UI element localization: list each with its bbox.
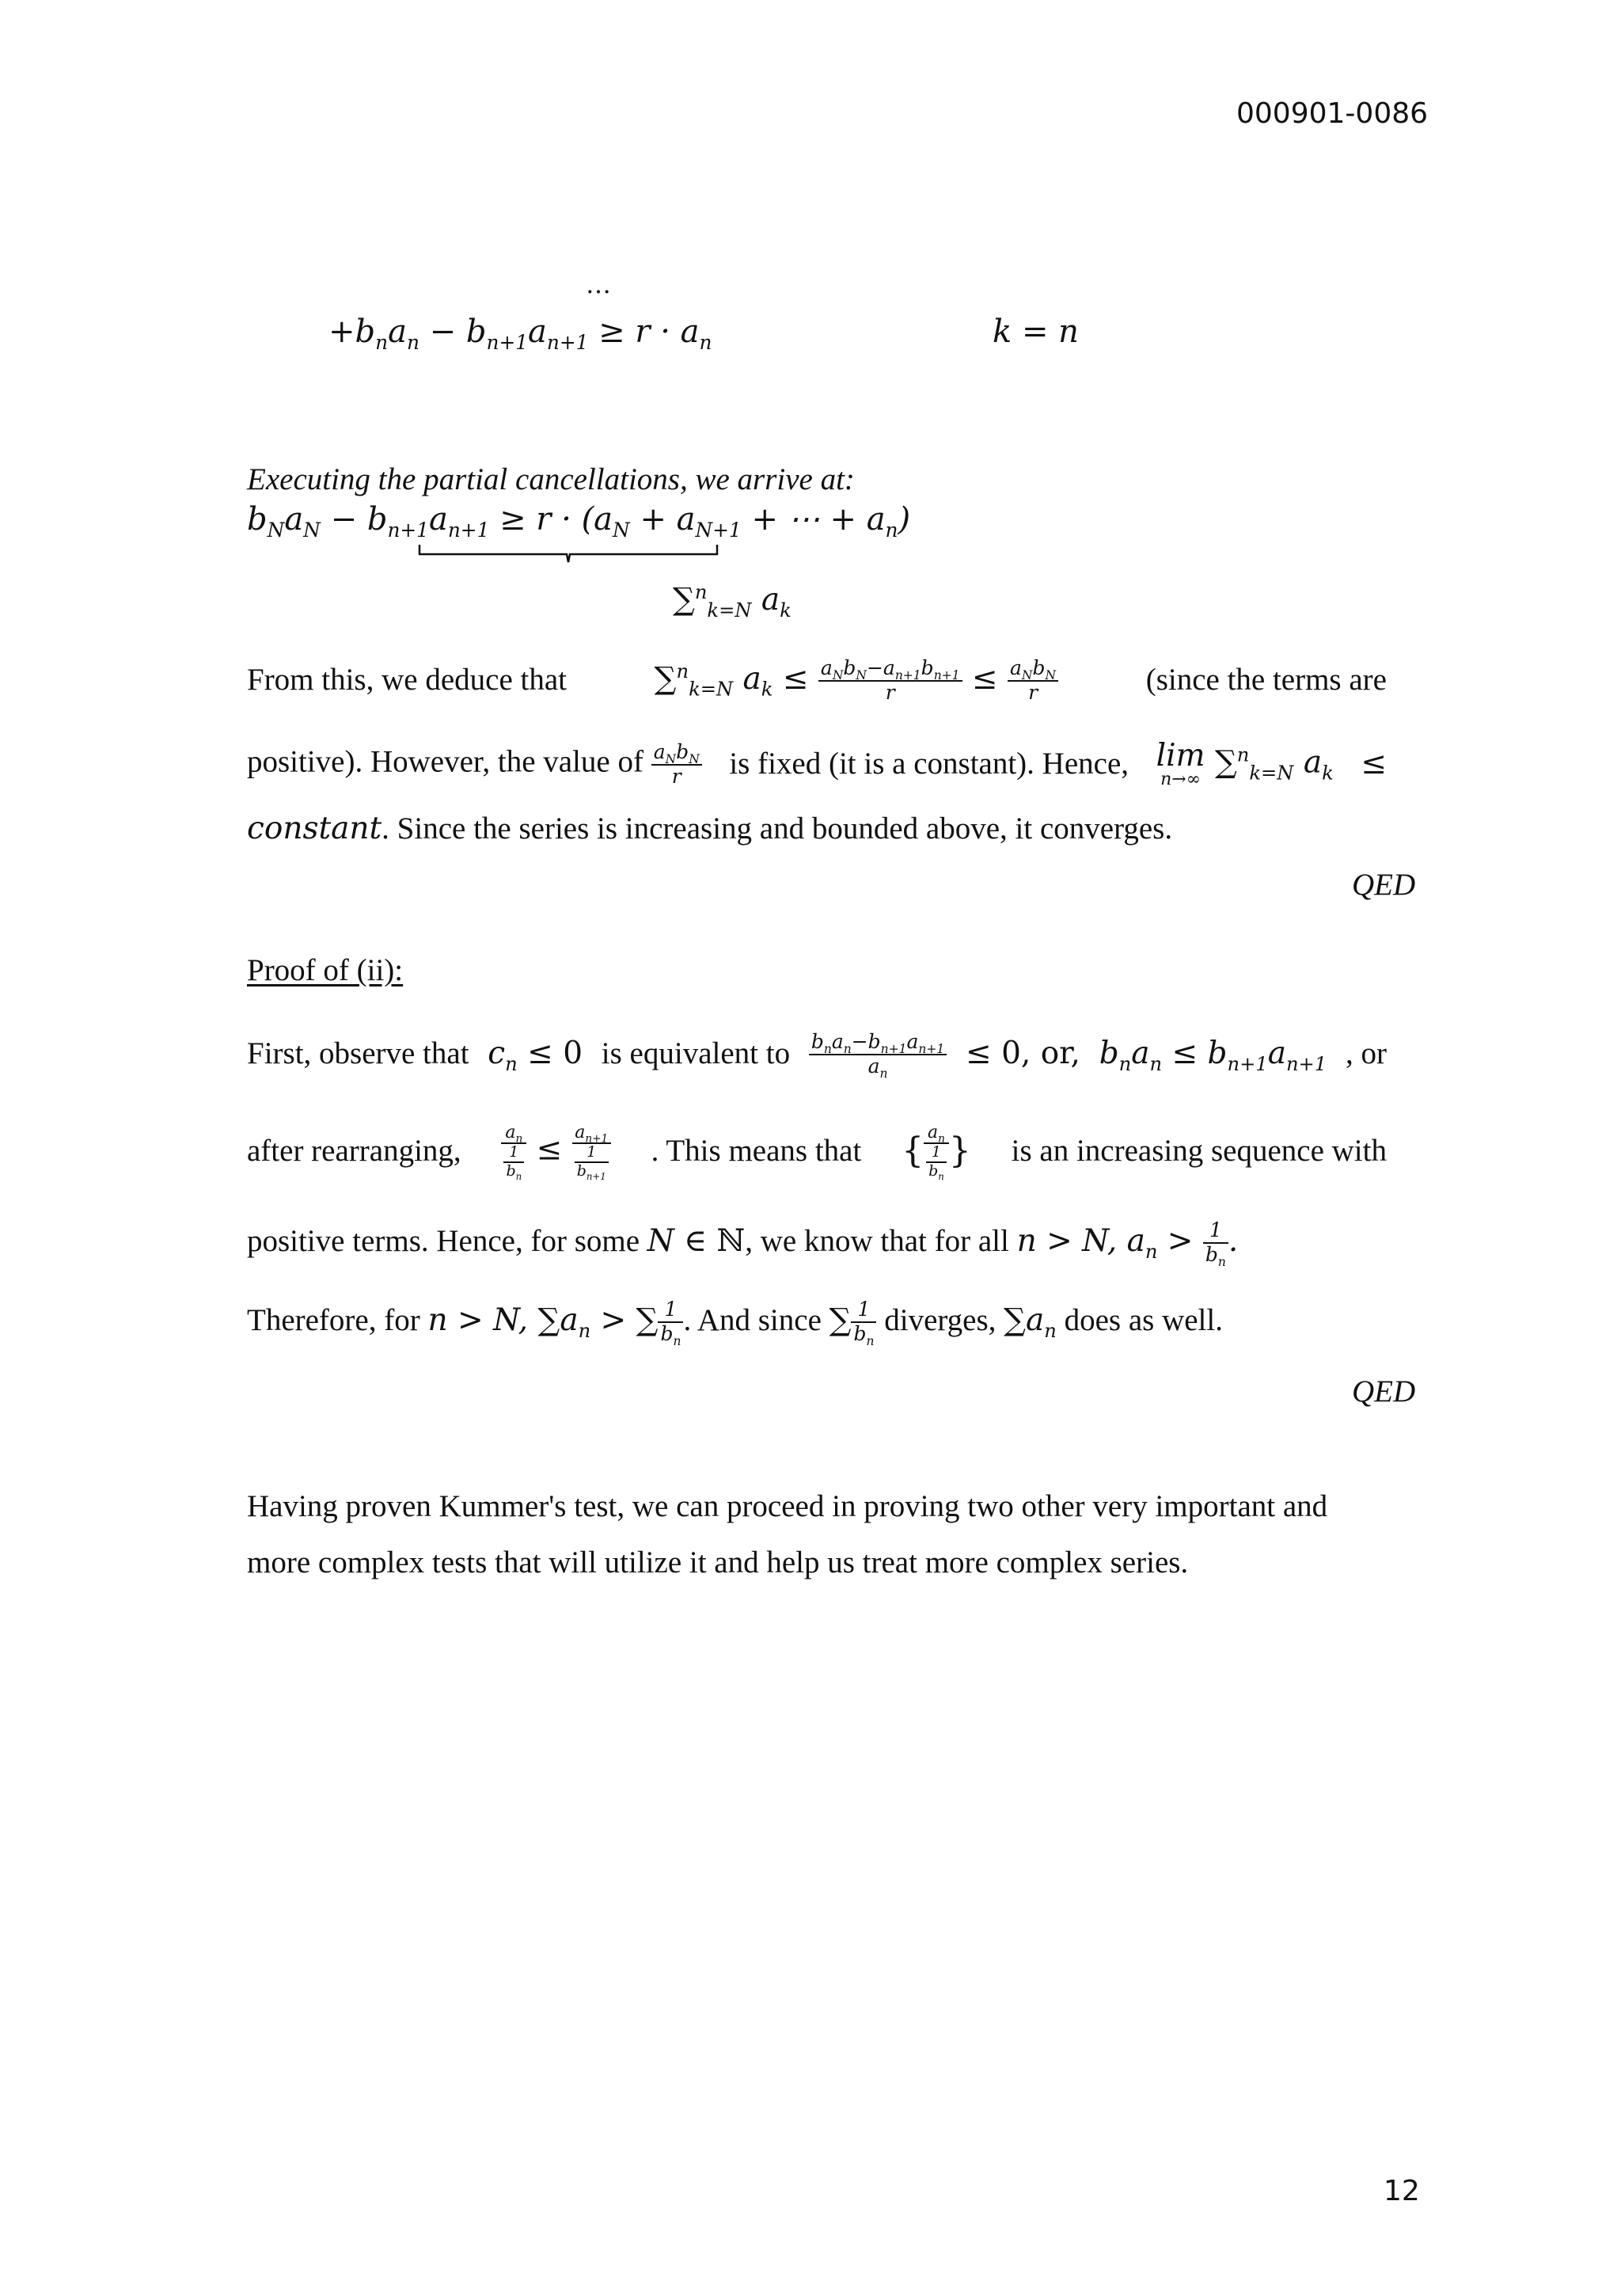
intro-sentence: Executing the partial cancellations, we arrive at: <box>247 462 855 496</box>
page-number: 12 <box>1384 2175 1420 2207</box>
conclusion-line-2: more complex tests that will utilize it and help us treat more complex series. <box>247 1545 1189 1579</box>
proof-line-4: Therefore, for n > N, $\sum a_n$ > ∑ $\frac{1}{b_n}$ . And since ∑ $\frac{1}{b_n}$ diverges, $\sum a_n$ does as well. <box>247 1298 1223 1348</box>
cancellation-inequality: $b_Na_N - b_{n+1}a_{n+1} \ge r \cdot (a_N + a_{N+1}$ + ⋯ + $a_n$) <box>247 501 911 542</box>
index-label: k = n <box>993 314 1079 350</box>
proof-line-2: after rearranging, $\frac{a_n}{\frac{1}{b_n}}$ ≤ $\frac{a_{n+1}}{\frac{1}{b_{n+1}}}$ . This means that { $\frac{a_n}{\frac{1}{b_n}}$ } is an increasing sequence with <box>247 1123 1387 1182</box>
vertical-ellipsis: … <box>586 269 611 299</box>
qed-2: QED <box>1352 1374 1416 1408</box>
paragraph-line-2: positive). However, the value of $\frac{a_Nb_N}{r}$ is fixed (it is a constant). Hence, lim n→∞ ∑$^n_{k=N}$ $a_k$ ≤ <box>247 738 1387 789</box>
document-id: 000901-0086 <box>1236 97 1429 130</box>
underbrace <box>418 543 719 570</box>
proof-line-1: First, observe that $c_n \le 0$ is equivalent to $\frac{b_na_n-b_{n+1}a_{n+1}}{a_n}$ ≤ 0, or, $b_na_n \le b_{n+1}a_{n+1}$ , or <box>247 1030 1387 1081</box>
proof-heading: Proof of (ii): <box>247 953 404 987</box>
qed-1: QED <box>1352 868 1416 902</box>
underbrace-label: ∑$^n_{k=N}$ $a_k$ <box>673 581 792 622</box>
telescoping-last-line: $+b_na_n - b_{n+1}a_{n+1} \ge r \cdot a_n$ <box>328 314 712 354</box>
paragraph-line-3: constant. Since the series is increasing and bounded above, it converges. <box>247 811 1173 846</box>
proof-line-3: positive terms. Hence, for some N ∈ ℕ, we know that for all n > N, $a_n$ > $\frac{1}{b_n}$ . <box>247 1218 1239 1269</box>
paragraph-line-1: From this, we deduce that ∑$^n_{k=N}$ $a_k$ ≤ $\frac{a_Nb_N-a_{n+1}b_{n+1}}{r}$ ≤ $\frac{a_Nb_N}{r}$ (since the terms are <box>247 656 1387 704</box>
conclusion-line-1: Having proven Kummer's test, we can proceed in proving two other very important and <box>247 1489 1328 1523</box>
